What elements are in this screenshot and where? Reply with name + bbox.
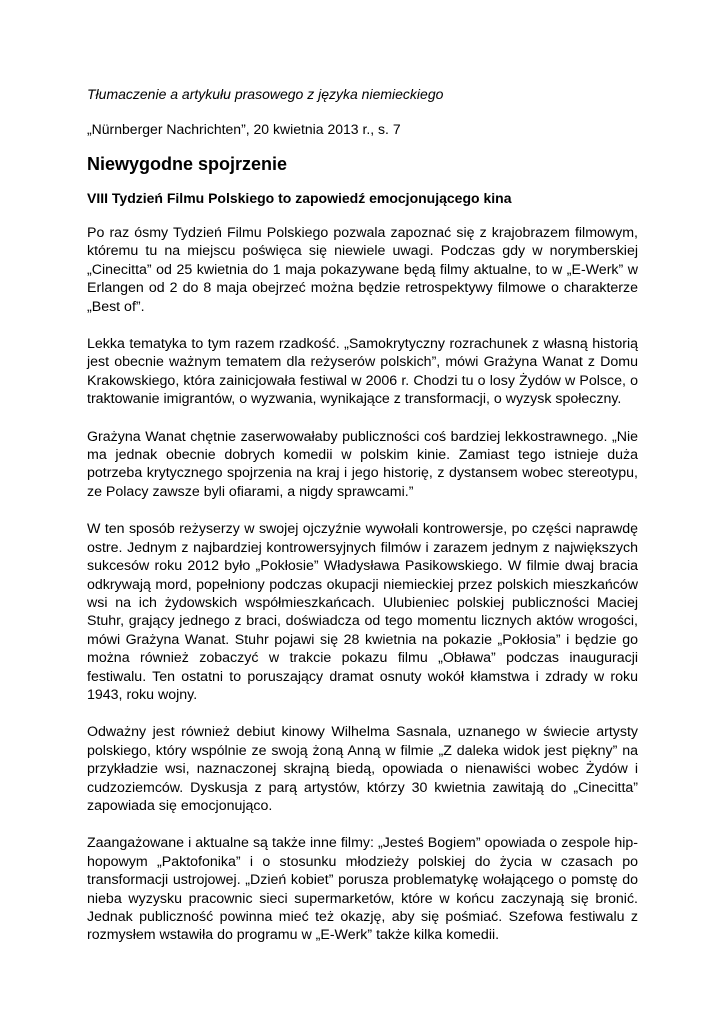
paragraph-5: Odważny jest również debiut kinowy Wilhelma Sasnala, uznanego w świecie artysty polskiego, który wspólnie ze swoją żoną Anną w filmie „Z daleka widok jest piękny” na przykładzie wsi, naznaczonej skrajną biedą, opowiada o nienawiści wobec Żydów i cudzoziemców. Dyskusja z parą artystów, którzy 30 kwietnia zawitają do „Cinecitta” zapowiada się emocjonująco. xyxy=(87,724,638,814)
paragraph-1: Po raz ósmy Tydzień Filmu Polskiego pozwala zapoznać się z krajobrazem filmowym, któremu tu na miejscu poświęca się niewiele uwagi. Podczas gdy w norymberskiej „Cinecitta” od 25 kwietnia do 1 maja pokazywane będą filmy aktualne, to w „E-Werk” w Erlangen od 2 do 8 maja obejrzeć można będzie retrospektywy filmowe o charakterze „Best of”. xyxy=(87,225,638,315)
article-lead: VIII Tydzień Filmu Polskiego to zapowiedź emocjonującego kina xyxy=(87,190,512,206)
paragraph-6: Zaangażowane i aktualne są także inne filmy: „Jesteś Bogiem” opowiada o zespole hip-hopowym „Paktofonika” i o stosunku młodzieży polskiej do życia w czasach po transformacji ustrojowej. „Dzień kobiet” porusza problematykę wołającego o pomstę do nieba wyzysku pracownic sieci supermarketów, które w końcu zaczynają się bronić. Jednak publiczność powinna mieć też okazję, aby się pośmiać. Szefowa festiwalu z rozmysłem wstawiła do programu w „E-Werk” także kilka komedii. xyxy=(87,835,638,944)
translation-note: Tłumaczenie a artykułu prasowego z języka niemieckiego xyxy=(87,86,444,102)
article-content xyxy=(87,85,638,964)
article-title: Niewygodne spojrzenie xyxy=(87,154,288,174)
paragraph-3: Grażyna Wanat chętnie zaserwowałaby publiczności coś bardziej lekkostrawnego. „Nie ma jednak obecnie dobrych komedii w polskim kinie. Zamiast tego istnieje duża potrzeba krytycznego spojrzenia na kraj i jego historię, z dystansem wobec stereotypu, ze Polacy zawsze byli ofiarami, a nigdy sprawcami.” xyxy=(87,428,638,500)
paragraph-4: W ten sposób reżyserzy w swojej ojczyźnie wywołali kontrowersje, po części naprawdę ostre. Jednym z najbardziej kontrowersyjnych filmów i zarazem jednym z największych sukcesów roku 2012 było „Pokłosie” Władysława Pasikowskiego. W filmie dwaj bracia odkrywają mord, popełniony podczas okupacji niemieckiej przez polskich mieszkańców wsi na ich żydowskich współmieszkańcach. Ulubieniec polskiej publiczności Maciej Stuhr, grający jednego z braci, doświadcza od tego momentu licznych aktów wrogości, mówi Grażyna Wanat. Stuhr pojawi się 28 kwietnia na pokazie „Pokłosia” i będzie go można również zobaczyć w trakcie pokazu filmu „Obława” podczas inauguracji festiwalu. Ten ostatni to poruszający dramat osnuty wokół kłamstwa i zdrady w roku 1943, roku wojny. xyxy=(87,521,638,703)
source-citation: „Nürnberger Nachrichten”, 20 kwietnia 2013 r., s. 7 xyxy=(87,121,401,137)
paragraph-2: Lekka tematyka to tym razem rzadkość. „Samokrytyczny rozrachunek z własną historią jest obecnie ważnym tematem dla reżyserów polskich”, mówi Grażyna Wanat z Domu Krakowskiego, która zainicjowała festiwal w 2006 r. Chodzi tu o losy Żydów w Polsce, o traktowanie imigrantów, o wyzwania, wynikające z transformacji, o wyzysk społeczny. xyxy=(87,336,638,408)
